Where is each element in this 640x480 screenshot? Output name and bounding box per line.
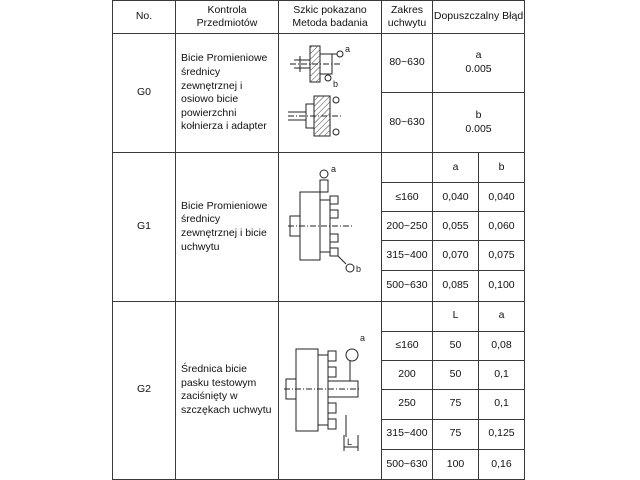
g1-no: G1 bbox=[113, 153, 176, 301]
g0-no: G0 bbox=[113, 34, 176, 153]
g2-a-5: 0,16 bbox=[479, 449, 525, 479]
g2-l-2: 50 bbox=[433, 360, 479, 389]
g2-header-row bbox=[113, 301, 525, 331]
g0-tolerance-2-value: 0.005 bbox=[465, 122, 492, 135]
g1-a-1: 0,040 bbox=[433, 183, 479, 212]
g1-b-1: 0,040 bbox=[479, 183, 525, 212]
g2-range-1: ≤160 bbox=[382, 331, 433, 360]
g2-l-4: 75 bbox=[433, 419, 479, 449]
g1-sketch bbox=[279, 153, 382, 301]
g0-range-1: 80~630 bbox=[382, 34, 433, 93]
g0-range-2: 80~630 bbox=[382, 93, 433, 153]
g2-range-3: 250 bbox=[382, 389, 433, 419]
header-kontrola: Kontrola Przedmiotów bbox=[176, 1, 279, 34]
g1-sketch-label-b: b bbox=[356, 263, 362, 274]
g0-tolerance-1-label: a bbox=[475, 49, 482, 62]
g1-sketch-drawing bbox=[282, 162, 378, 292]
g0-sketch-drawing bbox=[284, 40, 376, 146]
g2-range-4: 315~400 bbox=[382, 419, 433, 449]
g0-tolerance-1-value: 0.005 bbox=[465, 63, 492, 76]
g1-sketch-label-a: a bbox=[331, 163, 337, 174]
g2-range-5: 500~630 bbox=[382, 449, 433, 479]
header-szkic: Szkic pokazano Metoda badania bbox=[279, 1, 382, 34]
g0-sketch bbox=[279, 34, 382, 153]
g0-tolerance-2-label: b bbox=[475, 109, 482, 122]
g0-description: Bicie Promieniowe średnicy zewnętrznej i osiowo bicie powierzchni kołnierza i adapter bbox=[176, 34, 279, 153]
g2-description: Średnica bicie pasku testowym zaciśnięty w szczękach uchwytu bbox=[176, 301, 279, 479]
g2-sketch-label-l: L bbox=[347, 437, 353, 448]
g2-l-1: 50 bbox=[433, 331, 479, 360]
g2-a-1: 0,08 bbox=[479, 331, 525, 360]
g1-b-2: 0,060 bbox=[479, 212, 525, 241]
g2-a-4: 0,125 bbox=[479, 419, 525, 449]
header-blad: Dopuszczalny Błąd bbox=[433, 1, 525, 34]
g1-b-4: 0,100 bbox=[479, 270, 525, 301]
g1-a-4: 0,085 bbox=[433, 270, 479, 301]
g1-header-row bbox=[113, 153, 525, 183]
g2-a-3: 0,1 bbox=[479, 389, 525, 419]
g2-col-a: a bbox=[479, 301, 525, 331]
g1-col-b: b bbox=[479, 153, 525, 183]
g1-range-1: ≤160 bbox=[382, 183, 433, 212]
g2-l-3: 75 bbox=[433, 389, 479, 419]
g2-sketch bbox=[279, 301, 382, 479]
g2-a-2: 0,1 bbox=[479, 360, 525, 389]
g2-no: G2 bbox=[113, 301, 176, 479]
header-no: No. bbox=[113, 1, 176, 34]
g2-col-l: L bbox=[433, 301, 479, 331]
g0-row-1 bbox=[113, 34, 525, 93]
g2-l-5: 100 bbox=[433, 449, 479, 479]
g2-sketch-label-a: a bbox=[360, 333, 366, 344]
header-zakres: Zakres uchwytu bbox=[382, 1, 433, 34]
g1-b-3: 0,075 bbox=[479, 241, 525, 270]
header-row bbox=[113, 1, 525, 34]
g0-sketch-label-b: b bbox=[333, 79, 339, 90]
g0-tolerance-2 bbox=[433, 93, 525, 153]
g1-col-a: a bbox=[433, 153, 479, 183]
g1-range-3: 315~400 bbox=[382, 241, 433, 270]
g2-sketch-drawing bbox=[280, 315, 380, 465]
g1-a-2: 0,055 bbox=[433, 212, 479, 241]
g2-range-header bbox=[382, 301, 433, 331]
g1-description: Bicie Promieniowe średnicy zewnętrznej i bicie uchwytu bbox=[176, 153, 279, 301]
g1-range-4: 500~630 bbox=[382, 270, 433, 301]
g1-a-3: 0,070 bbox=[433, 241, 479, 270]
g0-sketch-label-a: a bbox=[345, 44, 351, 55]
g1-range-header bbox=[382, 153, 433, 183]
g1-range-2: 200~250 bbox=[382, 212, 433, 241]
specification-table bbox=[112, 0, 525, 480]
g2-range-2: 200 bbox=[382, 360, 433, 389]
g0-tolerance-1 bbox=[433, 34, 525, 93]
